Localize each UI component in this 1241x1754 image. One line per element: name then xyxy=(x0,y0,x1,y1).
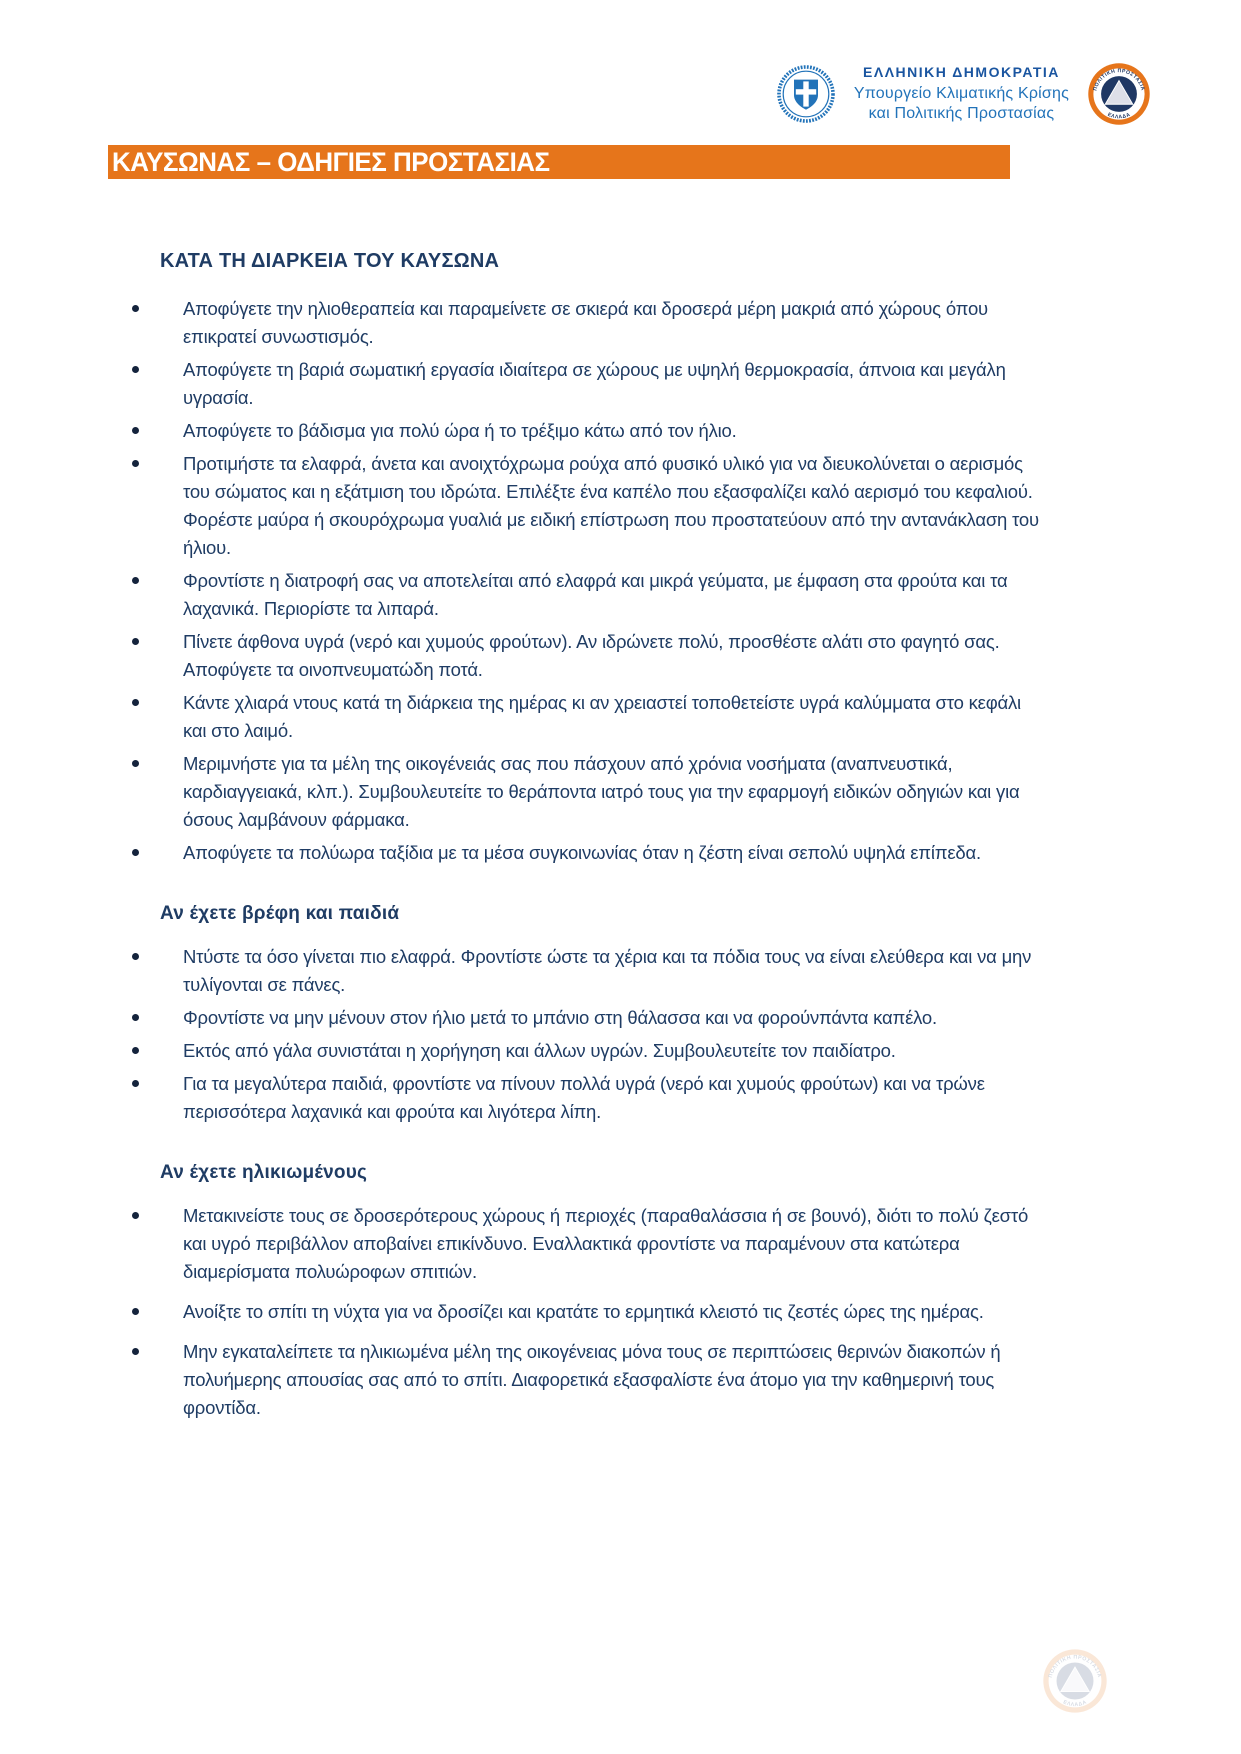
list-item xyxy=(108,689,1040,745)
guidelines-section xyxy=(108,1162,1040,1422)
list-item-text: Εκτός από γάλα συνιστάται η χορήγηση και άλλων υγρών. Συμβουλευτείτε τον παιδίατρο. xyxy=(183,1040,896,1061)
list-item-text: Φροντίστε να μην μένουν στον ήλιο μετά το μπάνιο στη θάλασσα και να φορούνπάντα καπέλο. xyxy=(183,1007,937,1028)
section-heading: ΚΑΤΑ ΤΗ ΔΙΑΡΚΕΙΑ ΤΟΥ ΚΑΥΣΩΝΑ xyxy=(160,250,500,272)
page-title: ΚΑΥΣΩΝΑΣ – ΟΔΗΓΙΕΣ ΠΡΟΣΤΑΣΙΑΣ xyxy=(112,146,550,177)
list-item xyxy=(108,1070,1040,1126)
list-item xyxy=(108,750,1040,834)
list-item xyxy=(108,1004,1040,1032)
list-item-text: Μην εγκαταλείπετε τα ηλικιωμένα μέλη της οικογένειας μόνα τους σε περιπτώσεις θερινών διακοπών ή πολυήμερης απουσίας σας από το σπίτι. Διαφορετικά εξασφαλίστε ένα άτομο για την καθημερινή τους φροντίδα. xyxy=(183,1341,1001,1418)
section-heading: Αν έχετε ηλικιωμένους xyxy=(160,1162,368,1183)
list-item-text: Μεριμνήστε για τα μέλη της οικογένειάς σας που πάσχουν από χρόνια νοσήματα (αναπνευστικά, καρδιαγγειακά, κλπ.). Συμβουλευτείτε το θεράποντα ιατρό τους για την εφαρμογή ειδικών οδηγιών και για όσους λαμβάνουν φάρμακα. xyxy=(183,753,1020,830)
document-header xyxy=(776,62,1151,126)
list-item-text: Αποφύγετε τα πολύωρα ταξίδια με τα μέσα συγκοινωνίας όταν η ζέστη είναι σεπολύ υψηλά επίπεδα. xyxy=(183,842,981,863)
bullet-list xyxy=(108,943,1040,1126)
list-item-text: Ντύστε τα όσο γίνεται πιο ελαφρά. Φροντίστε ώστε τα χέρια και τα πόδια τους να είναι ελεύθερα και να μην τυλίγονται σε πάνες. xyxy=(183,946,1032,995)
list-item xyxy=(108,628,1040,684)
list-item-text: Αποφύγετε το βάδισμα για πολύ ώρα ή το τρέξιμο κάτω από τον ήλιο. xyxy=(183,420,737,441)
list-item xyxy=(108,1037,1040,1065)
civil-protection-watermark-icon xyxy=(1042,1648,1108,1714)
ministry-identity xyxy=(854,64,1069,125)
list-item-text: Αποφύγετε την ηλιοθεραπεία και παραμείνετε σε σκιερά και δροσερά μέρη μακριά από χώρους όπου επικρατεί συνωστισμός. xyxy=(183,298,988,347)
republic-title: ΕΛΛΗΝΙΚΗ ΔΗΜΟΚΡΑΤΙΑ xyxy=(863,63,1060,80)
list-item-text: Μετακινείστε τους σε δροσερότερους χώρους ή περιοχές (παραθαλάσσια ή σε βουνό), διότι το πολύ ζεστό και υγρό περιβάλλον αποβαίνει επικίνδυνο. Εναλλακτικά φροντίστε να παραμένουν στα κατώτερα διαμερίσματα πολυώροφων σπιτιών. xyxy=(183,1205,1029,1282)
list-item-text: Για τα μεγαλύτερα παιδιά, φροντίστε να πίνουν πολλά υγρά (νερό και χυμούς φρούτων) και να τρώνε περισσότερα λαχανικά και φρούτα και λιγότερα λίπη. xyxy=(183,1073,985,1122)
list-item xyxy=(108,295,1040,351)
guidelines-section xyxy=(108,903,1040,1126)
list-item xyxy=(108,417,1040,445)
greek-coat-of-arms-icon xyxy=(776,64,836,124)
list-item-text: Προτιμήστε τα ελαφρά, άνετα και ανοιχτόχρωμα ρούχα από φυσικό υλικό για να διευκολύνεται ο αερισμός του σώματος και η εξάτμιση του ιδρώτα. Επιλέξτε ένα καπέλο που εξασφαλίζει καλό αερισμό του κεφαλιού. Φορέστε μαύρα ή σκουρόχρωμα γυαλιά με ειδική επίστρωση που προστατεύουν από την αντανάκλαση του ήλιου. xyxy=(183,453,1039,558)
list-item xyxy=(108,1338,1040,1422)
list-item xyxy=(108,356,1040,412)
guidelines-section xyxy=(108,250,1040,867)
list-item xyxy=(108,943,1040,999)
guidelines-content xyxy=(108,230,1040,1434)
list-item-text: Κάντε χλιαρά ντους κατά τη διάρκεια της ημέρας κι αν χρειαστεί τοποθετείστε υγρά καλύμματα στο κεφάλι και στο λαιμό. xyxy=(183,692,1021,741)
title-banner xyxy=(108,145,1010,179)
list-item-text: Φροντίστε η διατροφή σας να αποτελείται από ελαφρά και μικρά γεύματα, με έμφαση στα φρούτα και τα λαχανικά. Περιορίστε τα λιπαρά. xyxy=(183,570,1008,619)
section-heading: Αν έχετε βρέφη και παιδιά xyxy=(160,903,400,924)
list-item xyxy=(108,450,1040,562)
ministry-name-line1: Υπουργείο Κλιματικής Κρίσης xyxy=(853,85,1069,103)
civil-protection-badge-icon xyxy=(1087,62,1151,126)
bullet-list xyxy=(108,295,1040,867)
list-item xyxy=(108,839,1040,867)
list-item-text: Ανοίξτε το σπίτι τη νύχτα για να δροσίζει και κρατάτε το ερμητικά κλειστό τις ζεστές ώρες της ημέρας. xyxy=(183,1301,984,1322)
list-item-text: Πίνετε άφθονα υγρά (νερό και χυμούς φρούτων). Αν ιδρώνετε πολύ, προσθέστε αλάτι στο φαγητό σας. Αποφύγετε τα οινοπνευματώδη ποτά. xyxy=(183,631,1000,680)
list-item xyxy=(108,1298,1040,1326)
ministry-name-line2: και Πολιτικής Προστασίας xyxy=(868,105,1055,123)
list-item xyxy=(108,567,1040,623)
bullet-list xyxy=(108,1202,1040,1422)
list-item xyxy=(108,1202,1040,1286)
list-item-text: Αποφύγετε τη βαριά σωματική εργασία ιδιαίτερα σε χώρους με υψηλή θερμοκρασία, άπνοια και μεγάλη υγρασία. xyxy=(183,359,1006,408)
